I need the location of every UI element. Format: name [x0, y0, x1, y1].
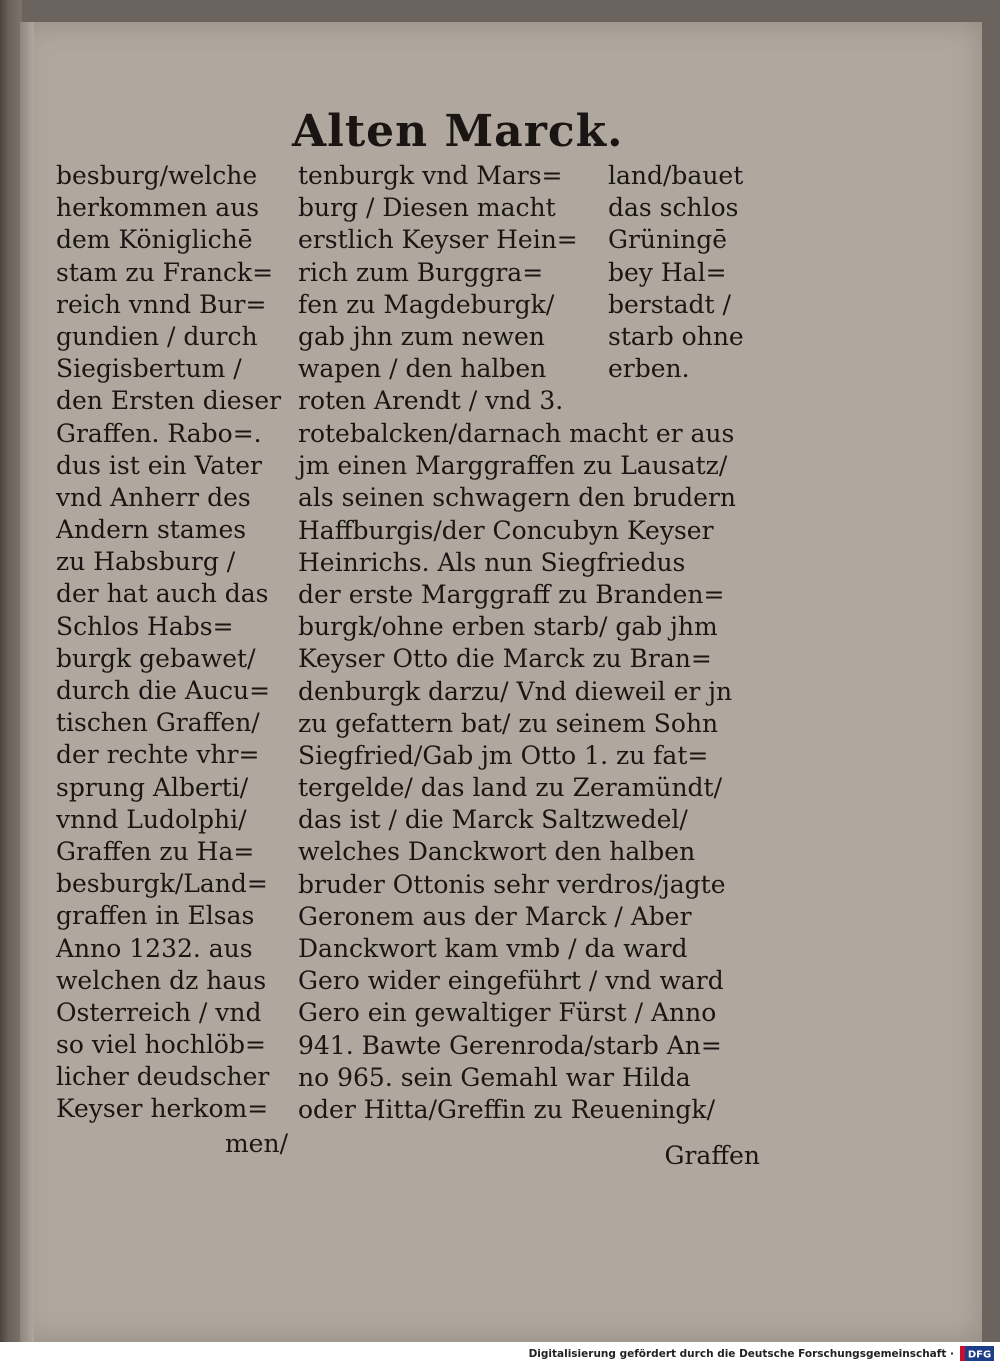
- paper-edge: [20, 22, 34, 1342]
- text-line: Anno 1232. aus: [56, 933, 253, 963]
- text-line: erben.: [608, 354, 690, 384]
- text-line: zu gefattern bat/ zu seinem Sohn: [298, 708, 719, 738]
- binding-shadow: [0, 0, 22, 1342]
- text-line: Graffen. Rabo=.: [56, 418, 262, 448]
- text-line: tischen Graffen/: [56, 708, 260, 738]
- text-line: der rechte vhr=: [56, 740, 260, 770]
- text-line: fen zu Magdeburgk/: [298, 289, 555, 319]
- dfg-logo-text: DFG: [967, 1349, 992, 1361]
- text-line: Gero ein gewaltiger Fürst / Anno: [298, 998, 717, 1028]
- left-text-column: [56, 160, 288, 1126]
- text-line: rich zum Burggra=: [298, 257, 544, 287]
- text-line: tenburgk vnd Mars=: [298, 161, 563, 190]
- text-line: licher deudscher: [56, 1062, 270, 1092]
- text-line: Graffen zu Ha=: [56, 836, 255, 866]
- footer-credit: Digitalisierung gefördert durch die Deutsche Forschungsgemeinschaft ·: [528, 1348, 954, 1360]
- text-line: Andern stames: [56, 515, 247, 545]
- text-line: no 965. sein Gemahl war Hilda: [298, 1062, 691, 1092]
- text-line: land/bauet: [608, 161, 744, 190]
- text-line: als seinen schwagern den brudern: [298, 483, 737, 513]
- text-line: Haffburgis/der Concubyn Keyser: [298, 515, 714, 545]
- text-line: Keyser herkom=: [56, 1094, 269, 1124]
- dfg-logo: [960, 1346, 994, 1361]
- text-line: bruder Ottonis sehr verdros/jagte: [298, 869, 726, 899]
- wide-text-column: [298, 418, 768, 1126]
- text-line: das ist / die Marck Saltzwedel/: [298, 805, 688, 835]
- text-line: durch die Aucu=: [56, 676, 271, 705]
- text-line: vnd Anherr des: [56, 482, 251, 512]
- text-line: herkommen aus: [56, 193, 260, 223]
- text-line: jm einen Marggraffen zu Lausatz/: [298, 451, 728, 481]
- text-line: welches Danckwort den halben: [298, 837, 696, 867]
- text-line: das schlos: [608, 193, 739, 223]
- text-line: der erste Marggraff zu Branden=: [298, 579, 725, 609]
- text-line: den Ersten dieser: [56, 386, 282, 416]
- text-line: gab jhn zum newen: [298, 321, 545, 351]
- dfg-logo-red-block: [960, 1346, 965, 1361]
- text-line: gundien / durch: [56, 321, 258, 351]
- text-line: oder Hitta/Greffin zu Reueningk/: [298, 1094, 715, 1124]
- text-line: starb ohne: [608, 321, 744, 351]
- text-line: berstadt /: [608, 289, 731, 319]
- text-line: sprung Alberti/: [56, 772, 249, 802]
- text-line: burg / Diesen macht: [298, 193, 556, 223]
- text-line: Heinrichs. Als nun Siegfriedus: [298, 547, 686, 577]
- running-head: Alten Marck.: [292, 106, 624, 157]
- text-line: roten Arendt / vnd 3.: [298, 386, 564, 416]
- text-line: Osterreich / vnd: [56, 997, 262, 1027]
- text-line: denburgk darzu/ Vnd dieweil er jn: [298, 676, 733, 706]
- text-line: burgk/ohne erben starb/ gab jhm: [298, 612, 718, 642]
- text-line: Gero wider eingeführt / vnd ward: [298, 966, 724, 996]
- text-line: bey Hal=: [608, 257, 727, 287]
- text-line: reich vnnd Bur=: [56, 289, 267, 319]
- text-line: dus ist ein Vater: [56, 450, 262, 480]
- text-line: welchen dz haus: [56, 965, 267, 995]
- text-line: tergelde/ das land zu Zeramündt/: [298, 773, 723, 803]
- text-line: besburgk/Land=: [56, 869, 268, 899]
- text-line: Siegisbertum /: [56, 354, 242, 384]
- text-line: der hat auch das: [56, 579, 269, 609]
- right-text-column: [608, 160, 768, 385]
- text-line: Schlos Habs=: [56, 611, 234, 641]
- middle-text-column: [298, 160, 598, 418]
- right-catchword: Graffen: [664, 1141, 760, 1170]
- text-line: Danckwort kam vmb / da ward: [298, 934, 688, 963]
- text-line: rotebalcken/darnach macht er aus: [298, 419, 735, 448]
- text-line: dem Königlichē: [56, 225, 253, 255]
- left-catchword: men/: [224, 1129, 288, 1158]
- text-line: stam zu Franck=: [56, 257, 274, 287]
- text-line: 941. Bawte Gerenroda/starb An=: [298, 1030, 722, 1060]
- text-line: Keyser Otto die Marck zu Bran=: [298, 644, 712, 674]
- footer-bar: [0, 1342, 1000, 1365]
- text-line: burgk gebawet/: [56, 643, 256, 673]
- text-line: erstlich Keyser Hein=: [298, 225, 578, 255]
- text-line: vnnd Ludolphi/: [56, 804, 247, 834]
- text-line: graffen in Elsas: [56, 901, 255, 931]
- text-line: zu Habsburg /: [56, 547, 236, 577]
- text-line: Geronem aus der Marck / Aber: [298, 901, 692, 931]
- text-line: besburg/welche: [56, 161, 258, 190]
- text-line: wapen / den halben: [298, 354, 547, 384]
- text-line: so viel hochlöb=: [56, 1030, 266, 1060]
- text-line: Siegfried/Gab jm Otto 1. zu fat=: [298, 740, 709, 770]
- text-line: Grüningē: [608, 225, 728, 255]
